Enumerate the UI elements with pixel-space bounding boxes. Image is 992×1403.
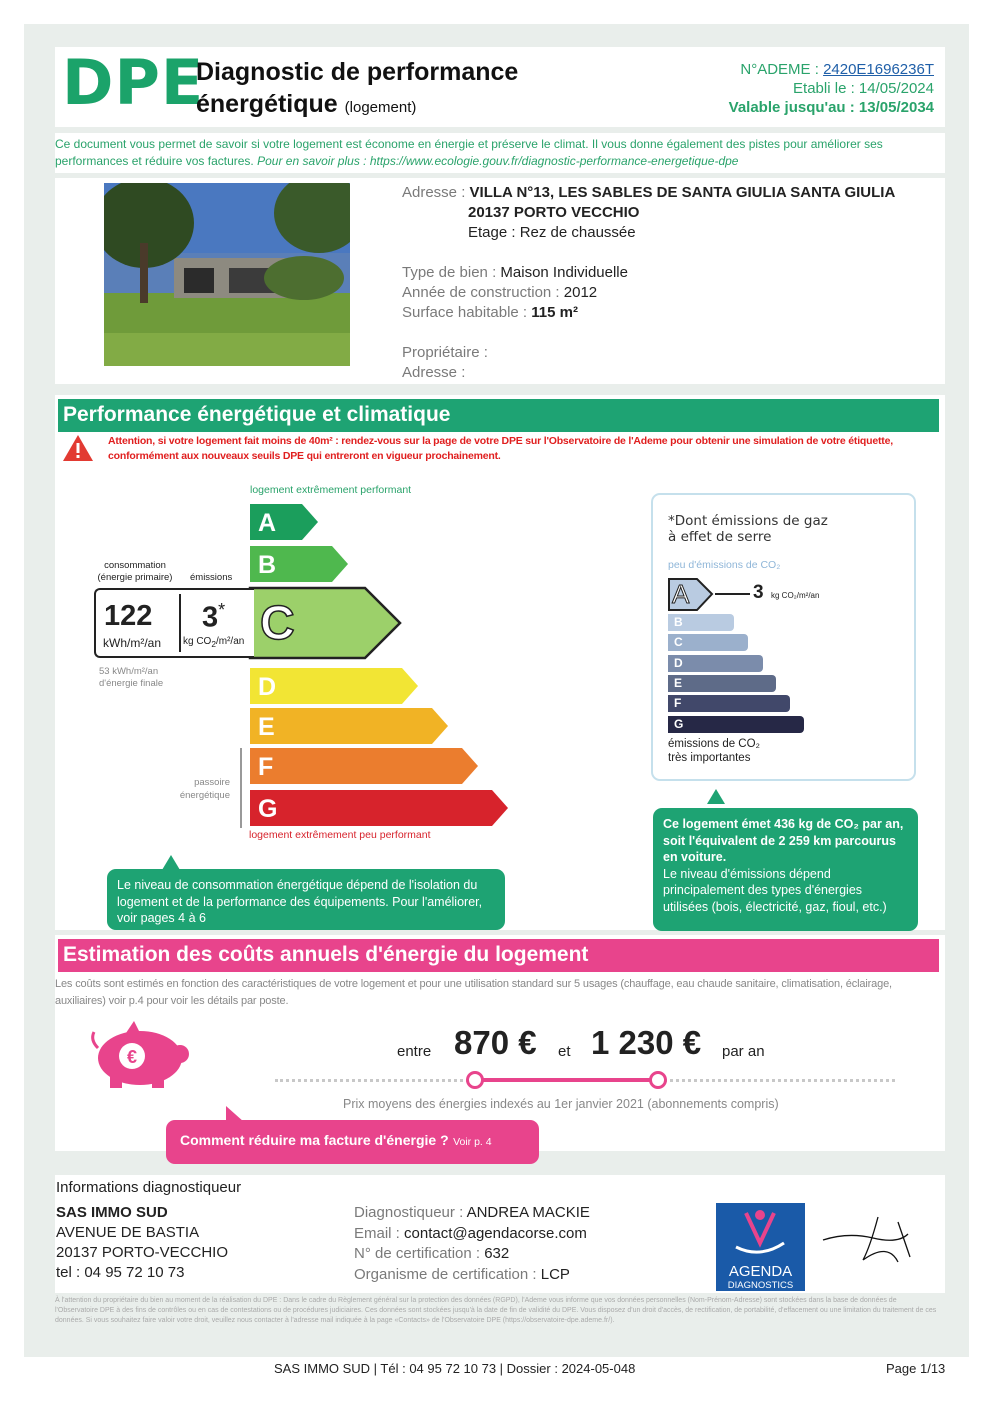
- ges-class-g-bar: [668, 716, 804, 733]
- energy-class-d-label: D: [258, 673, 277, 701]
- floor: Etage : Rez de chaussée: [468, 224, 636, 241]
- diagnostician-block: [354, 1203, 590, 1285]
- page-number: Page 1/13: [886, 1361, 946, 1376]
- page-title: Diagnostic de performance: [196, 58, 519, 86]
- agenda-logo: [716, 1203, 805, 1291]
- emissions-unit-sub: 2: [211, 639, 216, 649]
- ges-class-f-bar: [668, 695, 790, 712]
- title-sub: (logement): [344, 99, 417, 116]
- intro-text: [55, 136, 935, 170]
- owner-address-label: Adresse :: [402, 364, 466, 381]
- logo-line1: AGENDA: [728, 1263, 793, 1280]
- bottom-performance-label: logement extrêmement peu performant: [249, 829, 431, 841]
- type-label: Type de bien :: [402, 264, 501, 281]
- top-performance-label: logement extrêmement performant: [250, 484, 412, 496]
- final-energy-value: 53 kWh/m²/an: [99, 666, 159, 677]
- owner-label: Propriétaire :: [402, 344, 488, 361]
- cost-low-marker: [466, 1071, 484, 1089]
- ges-title: [668, 513, 828, 545]
- cost-high: 1 230 €: [591, 1024, 702, 1061]
- intro-body: Ce document vous permet de savoir si votre logement est économe en énergie et préserve le climat. Il vous donne également des pistes pour améliorer ses performances et réduire vos factures.: [55, 137, 883, 168]
- cta-link: Voir p. 4: [453, 1136, 492, 1148]
- ges-class-f-label: F: [674, 696, 682, 711]
- diagnostician-name: ANDREA MACKIE: [466, 1204, 590, 1221]
- costs-section-title: Estimation des coûts annuels d'énergie du logement: [58, 939, 939, 972]
- cost-low: 870 €: [454, 1024, 537, 1061]
- type-value: Maison Individuelle: [500, 264, 628, 281]
- org-label: Organisme de certification :: [354, 1265, 541, 1283]
- footer-text: SAS IMMO SUD | Tél : 04 95 72 10 73 | Dossier : 2024-05-048: [274, 1361, 636, 1376]
- energy-class-b-label: B: [258, 551, 277, 579]
- owner-block: [402, 343, 488, 383]
- energy-bubble: Le niveau de consommation énergétique dépend de l'isolation du logement et de la performance des équipements. Pour l'améliorer, voir pages 4 à 6: [107, 869, 505, 930]
- property-photo: [104, 183, 350, 366]
- energy-scale: [248, 502, 538, 832]
- svg-text:€: €: [126, 1047, 138, 1067]
- cert-value: 632: [484, 1245, 510, 1262]
- warning-icon: [62, 434, 94, 462]
- ges-class-b-label: B: [674, 615, 683, 629]
- emissions-value: [202, 600, 225, 635]
- ademe-number-line: [740, 61, 934, 78]
- property-details: [402, 263, 628, 323]
- surface-value: 115 m²: [531, 304, 578, 321]
- energy-class-g-bar: [250, 790, 508, 826]
- energy-class-e-label: E: [258, 713, 275, 741]
- energy-class-e-bar: [250, 708, 448, 744]
- ges-high-label: [668, 737, 760, 765]
- energy-class-g-label: G: [258, 795, 278, 823]
- email-value[interactable]: contact@agendacorse.com: [404, 1224, 587, 1242]
- company-block: [56, 1203, 228, 1283]
- established-date: Etabli le : 14/05/2024: [793, 80, 934, 97]
- address-line2: 20137 PORTO VECCHIO: [468, 204, 640, 221]
- ges-class-d-label: D: [674, 655, 683, 670]
- passoire-label: [160, 776, 230, 802]
- ges-pointer-line: [715, 593, 750, 595]
- ges-current-class: A: [672, 579, 690, 609]
- address-label: Adresse :: [402, 184, 470, 201]
- diagnostician-section-label: Informations diagnostiqueur: [56, 1179, 242, 1196]
- consumption-heading: [94, 560, 176, 584]
- emissions-label: émissions: [190, 572, 233, 583]
- ges-value: 3: [753, 582, 764, 603]
- intro-link: Pour en savoir plus : https://www.ecologie.gouv.fr/diagnostic-performance-energetique-dpe: [257, 154, 739, 168]
- dpe-logo: DPE: [62, 46, 205, 119]
- energy-class-f-label: F: [258, 753, 274, 781]
- energy-class-a-label: A: [258, 509, 277, 537]
- ademe-number-link[interactable]: 2420E1696236T: [823, 61, 934, 78]
- values-divider: [179, 594, 181, 652]
- valid-date: Valable jusqu'au : 13/05/2034: [728, 99, 934, 116]
- emissions-star: *: [218, 600, 226, 620]
- cost-and: et: [558, 1043, 571, 1060]
- year-value: 2012: [563, 284, 598, 301]
- warning-text: Attention, si votre logement fait moins de 40m² : rendez-vous sur la page de votre DPE sur l'Observatoire de l'Ademe pour obtenir une simulation de votre étiquette, conformément aux nouveaux seuils DPE qui entreront en vigueur prochainement.: [108, 435, 893, 462]
- reduce-bill-button[interactable]: [166, 1120, 539, 1164]
- year-label: Année de construction :: [402, 284, 564, 301]
- ges-title-line1: *Dont émissions de gaz: [668, 513, 828, 529]
- consumption-sub: (énergie primaire): [97, 572, 173, 583]
- title-word: énergétique: [196, 90, 338, 118]
- ges-class-c-label: C: [674, 635, 683, 650]
- company-name: SAS IMMO SUD: [56, 1204, 168, 1221]
- energy-class-f-bar: [250, 748, 478, 784]
- company-street: AVENUE DE BASTIA: [56, 1224, 200, 1241]
- signature: [818, 1212, 928, 1267]
- final-energy: [99, 666, 163, 690]
- passoire-line1: passoire: [194, 777, 230, 788]
- cta-label: Comment réduire ma facture d'énergie ?: [180, 1132, 449, 1148]
- cost-high-marker: [649, 1071, 667, 1089]
- surface-label: Surface habitable :: [402, 304, 532, 321]
- emissions-unit: [183, 636, 244, 649]
- co2-bubble-bold: Ce logement émet 436 kg de CO₂ par an, soit l'équivalent de 2 259 km parcourus en voiture.: [663, 817, 904, 864]
- ademe-label: N°ADEME :: [740, 61, 824, 78]
- cost-range-fill: [474, 1078, 658, 1082]
- diagnostician-name-label: Diagnostiqueur :: [354, 1204, 467, 1221]
- performance-section-title: Performance énergétique et climatique: [58, 399, 939, 432]
- legal-notice: À l'attention du propriétaire du bien au moment de la réalisation du DPE : Dans le cadre du Règlement général sur la protection des données (RGPD), l'Ademe vous informe que vos données personnelles (Nom-Prénom-Adresse) sont stockées dans la base de données de l'Observatoire DPE à des fins de contrôles ou en cas de contestations ou de procédures judiciaires. Ces données sont stockées jusqu'à la date de fin de validité du DPE. Vous disposez d'un droit d'accès, de rectification, de portabilité, d'effacement ou une limitation du traitement de ces données. Si vous souhaitez faire valoir votre droit, veuillez nous contacter à l'adresse mail indiquée à la page «Contacts» de l'Observatoire DPE (https://observatoire-dpe.ademe.fr/).: [55, 1297, 937, 1324]
- logo-line2: DIAGNOSTICS: [727, 1280, 794, 1291]
- energy-bubble-tail: [162, 855, 180, 870]
- address-line1: VILLA N°13, LES SABLES DE SANTA GIULIA SANTA GIULIA: [469, 184, 896, 201]
- ges-class-e-label: E: [674, 675, 683, 690]
- ges-high-line2: très importantes: [668, 752, 751, 764]
- emissions-unit-post: /m²/an: [215, 636, 245, 647]
- cert-label: N° de certification :: [354, 1245, 485, 1262]
- consumption-label: consommation: [104, 560, 166, 571]
- ges-unit: kg CO₂/m²/an: [771, 591, 820, 600]
- co2-bubble-tail: [707, 789, 725, 804]
- co2-bubble-text: Le niveau d'émissions dépend principalement des types d'énergies utilisées (bois, électricité, gaz, fioul, etc.): [663, 866, 887, 914]
- final-energy-label: d'énergie finale: [99, 678, 164, 689]
- energy-class-c-label: C: [260, 597, 295, 650]
- consumption-value: 122: [104, 600, 153, 632]
- ges-class-g-label: G: [674, 716, 684, 731]
- cost-per-year: par an: [722, 1043, 765, 1060]
- emissions-unit-pre: kg CO: [183, 636, 212, 647]
- ges-class-e-bar: [668, 675, 776, 692]
- piggy-bank-icon: [88, 1018, 190, 1090]
- page-title-line2: [196, 90, 416, 119]
- passoire-line2: énergétique: [179, 790, 230, 801]
- ges-low-label: peu d'émissions de CO₂: [668, 559, 781, 571]
- passoire-bracket: [240, 748, 242, 828]
- ges-high-line1: émissions de CO₂: [668, 738, 761, 750]
- email-label: Email :: [354, 1224, 405, 1242]
- address-block: [402, 183, 895, 243]
- consumption-unit: kWh/m²/an: [103, 636, 162, 650]
- costs-description: Les coûts sont estimés en fonction des caractéristiques de votre logement et pour une utilisation standard sur 5 usages (chauffage, eau chaude sanitaire, climatisation, éclairage, auxiliaires) voir p.4 pour voir les détails par poste.: [55, 978, 892, 1007]
- company-phone: tel : 04 95 72 10 73: [56, 1264, 185, 1281]
- cost-between: entre: [397, 1043, 432, 1060]
- cost-reference: Prix moyens des énergies indexés au 1er janvier 2021 (abonnements compris): [343, 1097, 779, 1111]
- ges-title-line2: à effet de serre: [668, 529, 772, 545]
- company-city: 20137 PORTO-VECCHIO: [56, 1244, 229, 1261]
- co2-bubble: [653, 808, 918, 931]
- org-value: LCP: [540, 1265, 570, 1283]
- compass-icon: [716, 1203, 805, 1259]
- emissions-number: 3: [202, 601, 219, 634]
